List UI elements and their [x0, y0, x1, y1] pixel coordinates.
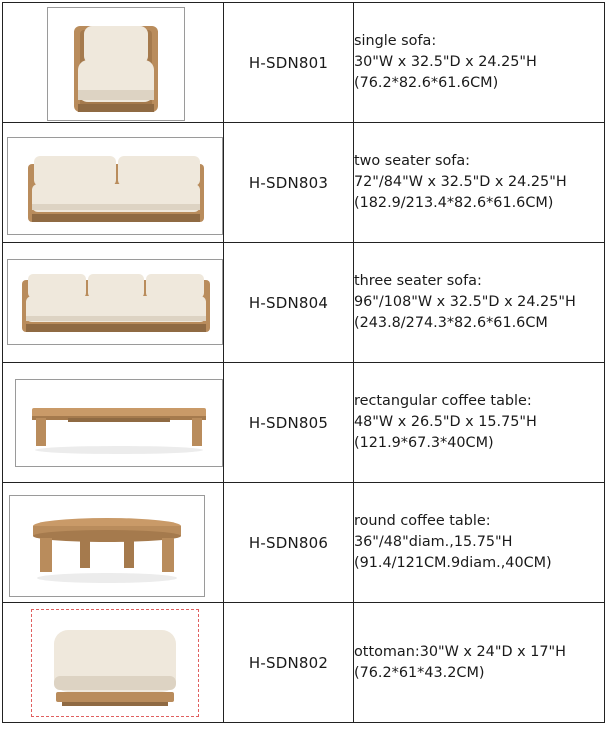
- description-line: 36"/48"diam.,15.75"H: [354, 534, 513, 550]
- description-line: two seater sofa:: [354, 153, 470, 169]
- product-description: [354, 363, 605, 483]
- product-spec-table: [2, 2, 605, 723]
- product-row: [3, 483, 605, 603]
- description-line: 96"/108"W x 32.5"D x 24.25"H: [354, 294, 576, 310]
- single-sofa-icon: [47, 7, 185, 121]
- product-image-cell: [3, 243, 224, 363]
- product-row: [3, 363, 605, 483]
- product-description: [354, 483, 605, 603]
- product-row: [3, 123, 605, 243]
- product-code: H-SDN802: [224, 603, 354, 723]
- product-row: [3, 243, 605, 363]
- description-line: round coffee table:: [354, 513, 491, 529]
- description-line: 48"W x 26.5"D x 15.75"H: [354, 414, 537, 430]
- product-code: H-SDN806: [224, 483, 354, 603]
- description-line: three seater sofa:: [354, 273, 482, 289]
- product-row: [3, 603, 605, 723]
- description-line: 72"/84"W x 32.5"D x 24.25"H: [354, 174, 567, 190]
- product-description: [354, 603, 605, 723]
- description-line: (76.2*61*43.2CM): [354, 664, 485, 681]
- product-code: H-SDN804: [224, 243, 354, 363]
- two-seater-sofa-icon: [7, 137, 223, 235]
- product-description: [354, 243, 605, 363]
- product-description: [354, 123, 605, 243]
- product-code: H-SDN801: [224, 3, 354, 123]
- description-line: (243.8/274.3*82.6*61.6CM: [354, 315, 548, 331]
- product-image-cell: [3, 123, 224, 243]
- product-row: [3, 3, 605, 123]
- description-line: 30"W x 32.5"D x 24.25"H: [354, 54, 537, 70]
- rectangular-coffee-table-icon: [15, 379, 223, 467]
- round-coffee-table-icon: [9, 495, 205, 597]
- product-image-cell: [3, 483, 224, 603]
- product-description: [354, 3, 605, 123]
- product-code: H-SDN803: [224, 123, 354, 243]
- description-line: (182.9/213.4*82.6*61.6CM): [354, 195, 554, 211]
- description-line: ottoman:30"W x 24"D x 17"H: [354, 643, 566, 660]
- ottoman-icon: [31, 609, 199, 717]
- three-seater-sofa-icon: [7, 259, 223, 345]
- product-image-cell: [3, 363, 224, 483]
- product-image-cell: [3, 603, 224, 723]
- description-line: (91.4/121CM.9diam.,40CM): [354, 555, 552, 571]
- description-line: rectangular coffee table:: [354, 393, 532, 409]
- description-line: single sofa:: [354, 33, 437, 49]
- description-line: (76.2*82.6*61.6CM): [354, 75, 499, 91]
- product-code: H-SDN805: [224, 363, 354, 483]
- description-line: (121.9*67.3*40CM): [354, 435, 494, 451]
- product-image-cell: [3, 3, 224, 123]
